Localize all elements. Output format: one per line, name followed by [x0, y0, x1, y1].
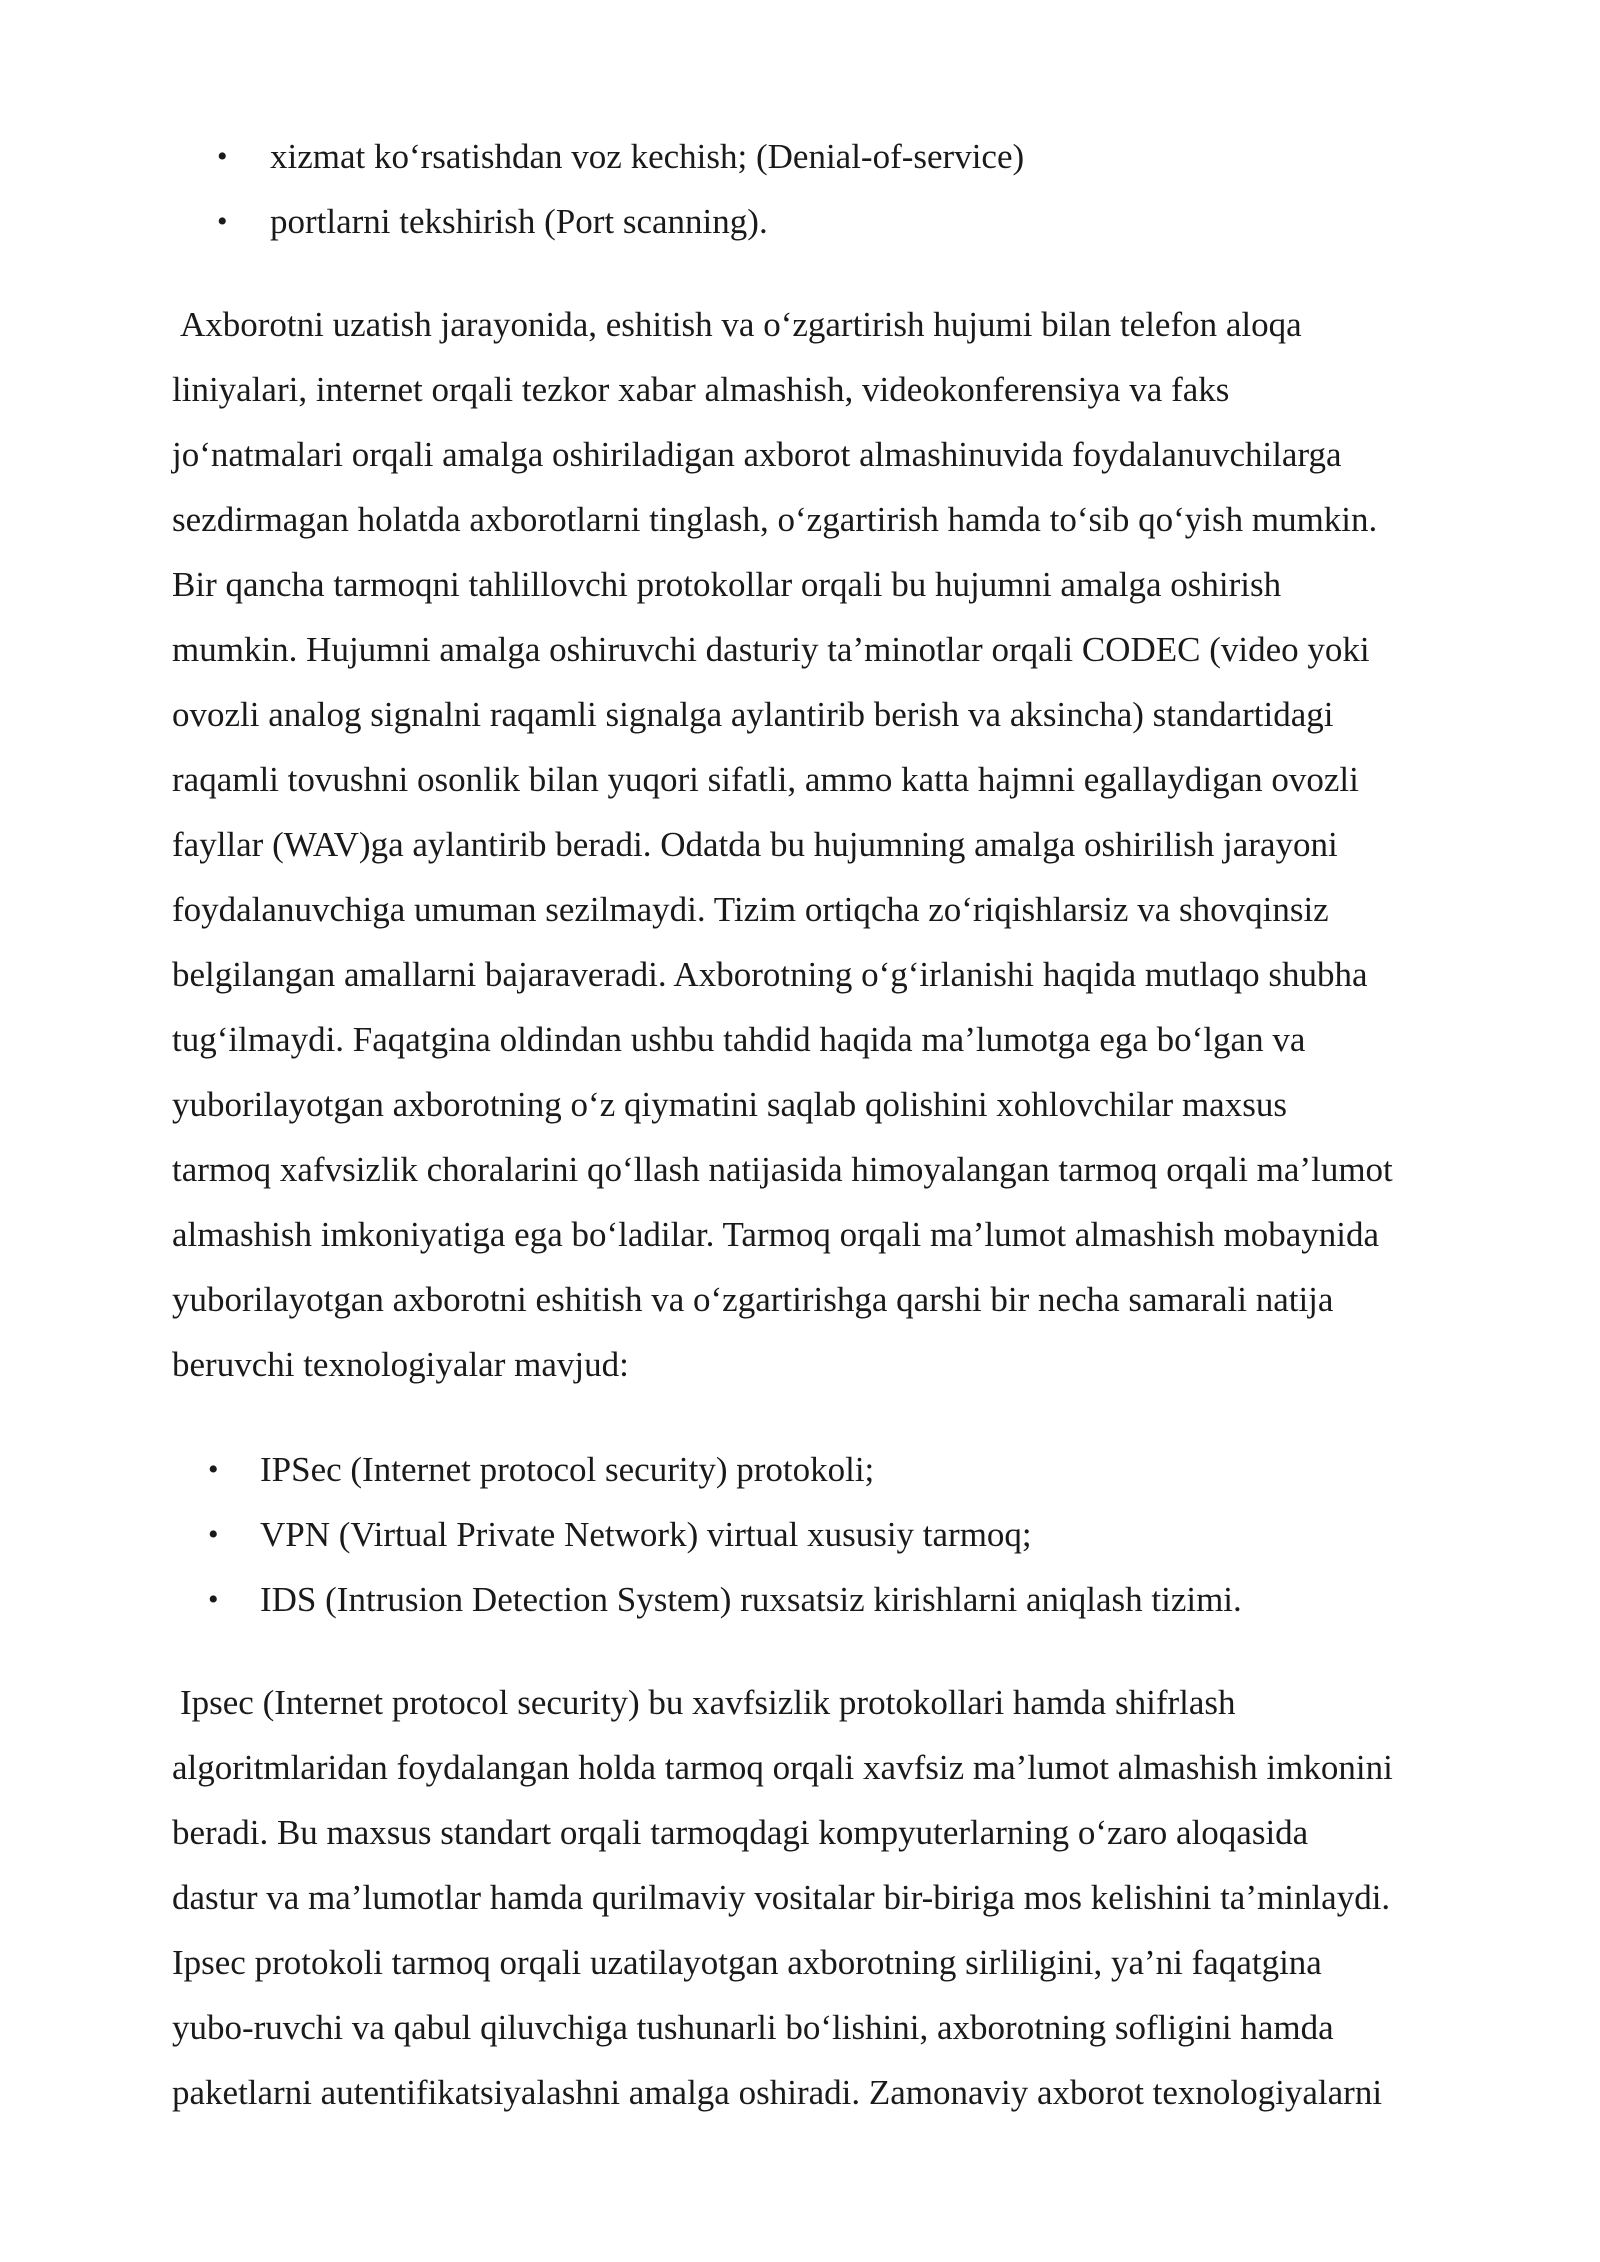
paragraph-line: Ipsec protokoli tarmoq orqali uzatilayotgan axborotning sirliligini, ya’ni faqatgina: [172, 1943, 1322, 1982]
paragraph-line: Ipsec (Internet protocol security) bu xavfsizlik protokollari hamda shifrlash: [180, 1683, 1236, 1722]
paragraph-line: fayllar (WAV)ga aylantirib beradi. Odatda bu hujumning amalga oshirilish jarayoni: [172, 825, 1338, 864]
technologies-list: [0, 1437, 1242, 1632]
paragraph-line: Axborotni uzatish jarayonida, eshitish va o‘zgartirish hujumi bilan telefon aloqa: [180, 305, 1302, 344]
eavesdropping-paragraph: [172, 292, 1502, 1397]
paragraph-line: belgilangan amallarni bajaraveradi. Axborotning o‘g‘irlanishi haqida mutlaqo shubha: [172, 955, 1368, 994]
paragraph-line: beruvchi texnologiyalar mavjud:: [172, 1345, 629, 1384]
bullet-icon: •: [217, 205, 228, 238]
list-item: [0, 1437, 1242, 1502]
paragraph-line: yuborilayotgan axborotni eshitish va o‘zgartirishga qarshi bir necha samarali natija: [172, 1280, 1334, 1319]
paragraph-line: algoritmlaridan foydalangan holda tarmoq orqali xavfsiz ma’lumot almashish imkonini: [172, 1748, 1393, 1787]
bullet-icon: •: [208, 1518, 219, 1551]
paragraph-line: beradi. Bu maxsus standart orqali tarmoqdagi kompyuterlarning o‘zaro aloqasida: [172, 1813, 1309, 1852]
paragraph-line: tarmoq xafvsizlik choralarini qo‘llash natijasida himoyalangan tarmoq orqali ma’lumot: [172, 1150, 1393, 1189]
list-item: [0, 189, 1024, 254]
paragraph-line: yuborilayotgan axborotning o‘z qiymatini saqlab qolishini xohlovchilar maxsus: [172, 1085, 1287, 1124]
list-item-text: VPN (Virtual Private Network) virtual xususiy tarmoq;: [260, 1515, 1032, 1554]
bullet-icon: •: [208, 1453, 219, 1486]
list-item: [0, 1502, 1242, 1567]
bullet-icon: •: [208, 1583, 219, 1616]
paragraph-line: liniyalari, internet orqali tezkor xabar almashish, videokonferensiya va faks: [172, 370, 1230, 409]
paragraph-line: jo‘natmalari orqali amalga oshiriladigan axborot almashinuvida foydalanuvchilarga: [172, 435, 1342, 474]
paragraph-line: paketlarni autentifikatsiyalashni amalga oshiradi. Zamonaviy axborot texnologiyalarni: [172, 2073, 1383, 2112]
list-item-text: xizmat ko‘rsatishdan voz kechish; (Denial-of-service): [270, 137, 1025, 176]
list-item-text: portlarni tekshirish (Port scanning).: [270, 202, 768, 241]
paragraph-line: dastur va ma’lumotlar hamda qurilmaviy vositalar bir-biriga mos kelishini ta’minlaydi.: [172, 1878, 1391, 1917]
paragraph-line: almashish imkoniyatiga ega bo‘ladilar. Tarmoq orqali ma’lumot almashish mobaynida: [172, 1215, 1380, 1254]
attack-types-list: [0, 124, 1024, 254]
paragraph-line: Bir qancha tarmoqni tahlillovchi protokollar orqali bu hujumni amalga oshirish: [172, 565, 1282, 604]
paragraph-line: mumkin. Hujumni amalga oshiruvchi dasturiy ta’minotlar orqali CODEC (video yoki: [172, 630, 1370, 669]
bullet-icon: •: [217, 140, 228, 173]
paragraph-line: raqamli tovushni osonlik bilan yuqori sifatli, ammo katta hajmni egallaydigan ovozli: [172, 760, 1359, 799]
ipsec-paragraph: [172, 1670, 1502, 2125]
paragraph-line: sezdirmagan holatda axborotlarni tinglash, o‘zgartirish hamda to‘sib qo‘yish mumkin.: [172, 500, 1378, 539]
paragraph-line: foydalanuvchiga umuman sezilmaydi. Tizim ortiqcha zo‘riqishlarsiz va shovqinsiz: [172, 890, 1329, 929]
paragraph-line: tug‘ilmaydi. Faqatgina oldindan ushbu tahdid haqida ma’lumotga ega bo‘lgan va: [172, 1020, 1306, 1059]
list-item-text: IPSec (Internet protocol security) protokoli;: [260, 1450, 875, 1489]
paragraph-line: ovozli analog signalni raqamli signalga aylantirib berish va aksincha) standartidagi: [172, 695, 1334, 734]
list-item: [0, 1567, 1242, 1632]
paragraph-line: yubo-ruvchi va qabul qiluvchiga tushunarli bo‘lishini, axborotning sofligini hamda: [172, 2008, 1334, 2047]
list-item-text: IDS (Intrusion Detection System) ruxsatsiz kirishlarni aniqlash tizimi.: [260, 1580, 1242, 1619]
list-item: [0, 124, 1024, 189]
